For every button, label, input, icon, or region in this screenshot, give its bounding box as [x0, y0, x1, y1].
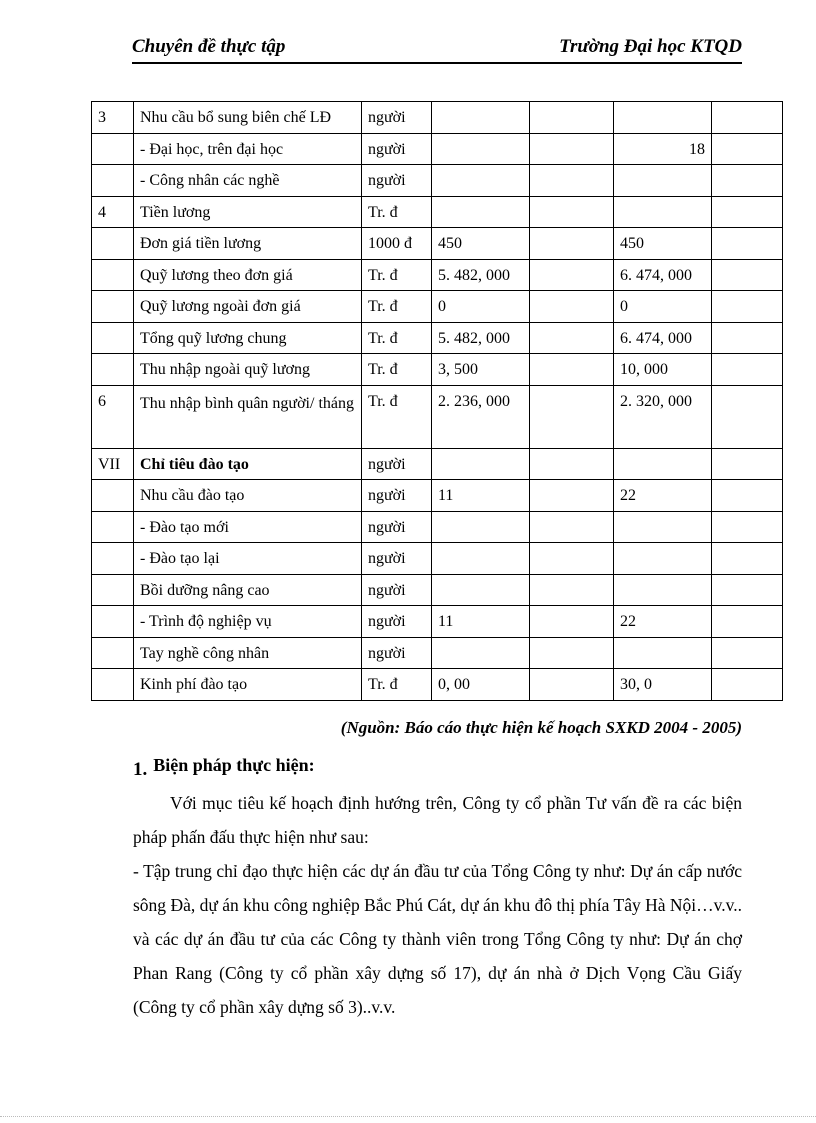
- table-cell: [712, 543, 783, 575]
- table-cell: [712, 637, 783, 669]
- table-cell: [712, 228, 783, 260]
- table-cell: Tr. đ: [362, 385, 432, 448]
- section-title: Biện pháp thực hiện:: [153, 755, 315, 775]
- table-cell: 6. 474, 000: [614, 322, 712, 354]
- table-cell: 11: [432, 606, 530, 638]
- table-row: [92, 133, 783, 165]
- table-cell: Tr. đ: [362, 669, 432, 701]
- table-cell: 10, 000: [614, 354, 712, 386]
- table-row: [92, 291, 783, 323]
- table-cell: người: [362, 448, 432, 480]
- table-row: [92, 259, 783, 291]
- header-university: Trường Đại học KTQD: [559, 36, 742, 57]
- table-cell: người: [362, 165, 432, 197]
- table-cell: người: [362, 133, 432, 165]
- table-cell: Tay nghề công nhân: [134, 637, 362, 669]
- table-cell: [712, 669, 783, 701]
- table-cell: [92, 322, 134, 354]
- table-cell: [712, 480, 783, 512]
- header-document-type: Chuyên đề thực tập: [132, 36, 286, 57]
- table-row: [92, 448, 783, 480]
- table-row: [92, 385, 783, 448]
- table-cell: [432, 133, 530, 165]
- section-heading: [133, 755, 315, 780]
- table-cell: 450: [614, 228, 712, 260]
- table-cell: [530, 385, 614, 448]
- table-cell: 0: [432, 291, 530, 323]
- table-cell: [432, 637, 530, 669]
- table-cell: [712, 133, 783, 165]
- table-cell: - Đào tạo mới: [134, 511, 362, 543]
- table-cell: [712, 102, 783, 134]
- table-cell: [92, 669, 134, 701]
- table-cell: [712, 291, 783, 323]
- table-cell: người: [362, 511, 432, 543]
- table-source-note: (Nguồn: Báo cáo thực hiện kế hoạch SXKD 2004 - 2005): [340, 718, 742, 737]
- table-cell: [614, 511, 712, 543]
- table-cell: 30, 0: [614, 669, 712, 701]
- table-row: [92, 228, 783, 260]
- table-cell: 18: [614, 133, 712, 165]
- page-bottom-rule: [0, 1116, 816, 1117]
- table-cell: [432, 196, 530, 228]
- table-cell: 22: [614, 480, 712, 512]
- table-cell: [614, 637, 712, 669]
- table-cell: [712, 196, 783, 228]
- table-cell: người: [362, 102, 432, 134]
- table-cell: [432, 102, 530, 134]
- table-cell: - Trình độ nghiệp vụ: [134, 606, 362, 638]
- table-row: [92, 543, 783, 575]
- table-cell: [530, 133, 614, 165]
- table-row: [92, 165, 783, 197]
- table-cell: [530, 669, 614, 701]
- table-cell: [530, 354, 614, 386]
- table-cell: [530, 637, 614, 669]
- table-cell: [92, 259, 134, 291]
- table-cell: - Công nhân các nghề: [134, 165, 362, 197]
- table-cell: [92, 543, 134, 575]
- table-cell: người: [362, 574, 432, 606]
- table-cell: [530, 480, 614, 512]
- table-cell: 0, 00: [432, 669, 530, 701]
- table-cell: VII: [92, 448, 134, 480]
- table-cell: [92, 480, 134, 512]
- body-text: [133, 786, 742, 1024]
- table-row: [92, 669, 783, 701]
- table-cell: Tr. đ: [362, 291, 432, 323]
- paragraph-projects: - Tập trung chỉ đạo thực hiện các dự án đầu tư của Tổng Công ty như: Dự án cấp nước sông Đà, dự án khu công nghiệp Bắc Phú Cát, dự án khu đô thị phía Tây Hà Nội…v.v.. và các dự án đầu tư của các Công ty thành viên trong Tổng Công ty như: Dự án chợ Phan Rang (Công ty cổ phần xây dựng số 17), dự án nhà ở Dịch Vọng Cầu Giấy (Công ty cổ phần xây dựng số 3)..v.v.: [133, 861, 742, 1017]
- table-cell: [92, 354, 134, 386]
- table-cell: [530, 196, 614, 228]
- table-cell: [530, 228, 614, 260]
- table-cell: 4: [92, 196, 134, 228]
- table-cell: - Đào tạo lại: [134, 543, 362, 575]
- table-cell: Quỹ lương ngoài đơn giá: [134, 291, 362, 323]
- table-cell: [712, 259, 783, 291]
- table-row: [92, 480, 783, 512]
- table-row: [92, 322, 783, 354]
- table-cell: [92, 133, 134, 165]
- table-cell: [432, 165, 530, 197]
- table-cell: [432, 448, 530, 480]
- table-cell: 0: [614, 291, 712, 323]
- table-cell: [712, 606, 783, 638]
- table-cell: 3, 500: [432, 354, 530, 386]
- table-cell: Tr. đ: [362, 196, 432, 228]
- table-cell: Thu nhập bình quân người/ tháng: [134, 385, 362, 448]
- table-cell: [530, 606, 614, 638]
- table-cell: người: [362, 606, 432, 638]
- table-cell: [92, 574, 134, 606]
- table-cell: [432, 574, 530, 606]
- table-cell: Chỉ tiêu đào tạo: [134, 448, 362, 480]
- table-cell: [92, 511, 134, 543]
- table-cell: [92, 637, 134, 669]
- table-cell: Kinh phí đào tạo: [134, 669, 362, 701]
- table-cell: 5. 482, 000: [432, 322, 530, 354]
- table-cell: người: [362, 637, 432, 669]
- table-cell: 3: [92, 102, 134, 134]
- table-cell: Bồi dưỡng nâng cao: [134, 574, 362, 606]
- table-cell: Tr. đ: [362, 259, 432, 291]
- table-cell: 11: [432, 480, 530, 512]
- table-cell: [530, 543, 614, 575]
- section-number: 1.: [133, 759, 148, 780]
- table-cell: [712, 511, 783, 543]
- table-cell: [92, 606, 134, 638]
- table-cell: [530, 448, 614, 480]
- table-cell: Tiền lương: [134, 196, 362, 228]
- data-table: [91, 101, 783, 701]
- table-cell: [614, 196, 712, 228]
- table-row: [92, 196, 783, 228]
- table-cell: 6. 474, 000: [614, 259, 712, 291]
- table-row: [92, 354, 783, 386]
- table-cell: [614, 574, 712, 606]
- table-cell: [614, 165, 712, 197]
- table-row: [92, 511, 783, 543]
- table-cell: [530, 102, 614, 134]
- table-cell: [92, 228, 134, 260]
- table-cell: [712, 385, 783, 448]
- table-cell: [530, 165, 614, 197]
- page-header: [132, 36, 742, 64]
- table-cell: Đơn giá tiền lương: [134, 228, 362, 260]
- table-row: [92, 102, 783, 134]
- table-cell: [432, 511, 530, 543]
- table-cell: [530, 259, 614, 291]
- table-cell: Tr. đ: [362, 322, 432, 354]
- table-cell: 1000 đ: [362, 228, 432, 260]
- table-cell: [530, 322, 614, 354]
- table-cell: 6: [92, 385, 134, 448]
- table-cell: [530, 291, 614, 323]
- table-row: [92, 637, 783, 669]
- table-cell: [432, 543, 530, 575]
- table-cell: người: [362, 543, 432, 575]
- table-cell: Quỹ lương theo đơn giá: [134, 259, 362, 291]
- table-cell: người: [362, 480, 432, 512]
- table-cell: [712, 574, 783, 606]
- table-cell: 5. 482, 000: [432, 259, 530, 291]
- table-cell: [712, 354, 783, 386]
- table-cell: Tổng quỹ lương chung: [134, 322, 362, 354]
- table-cell: [712, 322, 783, 354]
- table-row: [92, 574, 783, 606]
- table-cell: 2. 236, 000: [432, 385, 530, 448]
- table-cell: Nhu cầu bổ sung biên chế LĐ: [134, 102, 362, 134]
- table-cell: [530, 511, 614, 543]
- table-cell: 450: [432, 228, 530, 260]
- table-cell: - Đại học, trên đại học: [134, 133, 362, 165]
- table-cell: Thu nhập ngoài quỹ lương: [134, 354, 362, 386]
- table-cell: Tr. đ: [362, 354, 432, 386]
- table-cell: [530, 574, 614, 606]
- paragraph-intro: Với mục tiêu kế hoạch định hướng trên, Công ty cổ phần Tư vấn đề ra các biện pháp phấn đấu thực hiện như sau:: [133, 793, 742, 847]
- table-cell: [614, 448, 712, 480]
- table-cell: [712, 165, 783, 197]
- table-cell: [712, 448, 783, 480]
- table-cell: 22: [614, 606, 712, 638]
- table-cell: [92, 165, 134, 197]
- table-cell: Nhu cầu đào tạo: [134, 480, 362, 512]
- table-cell: [92, 291, 134, 323]
- table-cell: 2. 320, 000: [614, 385, 712, 448]
- table-row: [92, 606, 783, 638]
- table-cell: [614, 543, 712, 575]
- table-cell: [614, 102, 712, 134]
